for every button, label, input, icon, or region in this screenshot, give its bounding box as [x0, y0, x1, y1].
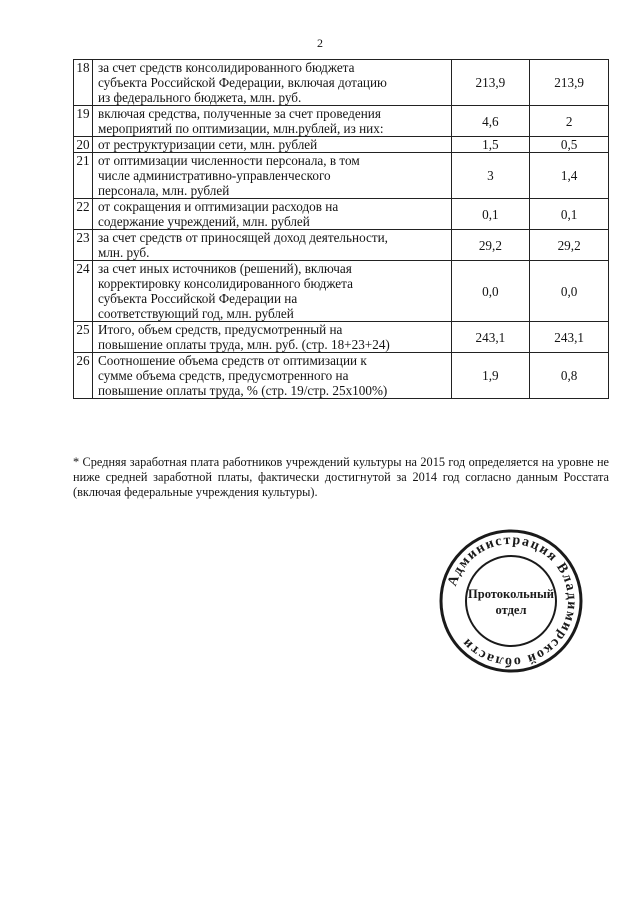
table-row [74, 199, 609, 230]
value-column-1: 29,2 [451, 230, 530, 261]
table-row [74, 322, 609, 353]
description-line: персонала, млн. рублей [97, 183, 230, 198]
table-row [74, 230, 609, 261]
description-line: субъекта Российской Федерации, включая дотацию [97, 75, 387, 90]
description-line: от оптимизации численности персонала, в том [97, 153, 360, 168]
row-number: 26 [74, 353, 93, 399]
description-line: сумме объема средств, предусмотренного на [97, 368, 349, 383]
value-column-2: 0,5 [530, 137, 609, 153]
value-column-2: 29,2 [530, 230, 609, 261]
row-number: 22 [74, 199, 93, 230]
report-table [73, 59, 609, 399]
value-column-1: 0,0 [451, 261, 530, 322]
value-column-1: 1,5 [451, 137, 530, 153]
description-line: от сокращения и оптимизации расходов на [97, 199, 339, 214]
value-column-2: 0,0 [530, 261, 609, 322]
row-number: 23 [74, 230, 93, 261]
description-line: корректировку консолидированного бюджета [97, 276, 353, 291]
description-line: повышение оплаты труда, млн. руб. (стр. 18+23+24) [97, 337, 390, 352]
stamp-ring-text: Администрация Владимирской области [445, 532, 580, 670]
value-column-2: 213,9 [530, 60, 609, 106]
description-line: за счет средств консолидированного бюджета [97, 60, 355, 75]
page-number: 2 [317, 36, 323, 50]
description-line: содержание учреждений, млн. рублей [97, 214, 310, 229]
stamp-outer-ring [441, 531, 581, 671]
table-row [74, 106, 609, 137]
description-line: числе административно-управленческого [97, 168, 331, 183]
row-description [92, 353, 451, 399]
description-line: за счет иных источников (решений), включая [97, 261, 352, 276]
value-column-2: 243,1 [530, 322, 609, 353]
value-column-2: 0,8 [530, 353, 609, 399]
description-line: из федерального бюджета, млн. руб. [97, 90, 302, 105]
row-number: 24 [74, 261, 93, 322]
table-row [74, 353, 609, 399]
row-number: 25 [74, 322, 93, 353]
description-line: соответствующий год, млн. рублей [97, 306, 294, 321]
table-row [74, 60, 609, 106]
value-column-1: 3 [451, 153, 530, 199]
value-column-1: 1,9 [451, 353, 530, 399]
report-table-body [74, 60, 609, 399]
description-line: мероприятий по оптимизации, млн.рублей, из них: [97, 121, 384, 136]
row-number: 18 [74, 60, 93, 106]
row-description [92, 199, 451, 230]
official-stamp [436, 526, 586, 676]
table-row [74, 261, 609, 322]
row-description [92, 322, 451, 353]
stamp-inner-ring [466, 556, 556, 646]
row-description [92, 230, 451, 261]
row-description [92, 60, 451, 106]
description-line: Соотношение объема средств от оптимизации к [97, 353, 367, 368]
description-line: включая средства, полученные за счет проведения [97, 106, 381, 121]
value-column-2: 2 [530, 106, 609, 137]
description-line: за счет средств от приносящей доход деятельности, [97, 230, 388, 245]
stamp-center-line1: Протокольный [468, 587, 554, 601]
footnote: * Средняя заработная плата работников учреждений культуры на 2015 год определяется на уровне не ниже средней заработной платы, фактически достигнутой за 2014 год согласно данным Росстата (включая федеральные учреждения культуры). [73, 455, 609, 499]
value-column-1: 4,6 [451, 106, 530, 137]
value-column-2: 1,4 [530, 153, 609, 199]
value-column-1: 243,1 [451, 322, 530, 353]
value-column-2: 0,1 [530, 199, 609, 230]
description-line: млн. руб. [97, 245, 150, 260]
description-line: повышение оплаты труда, % (стр. 19/стр. 25х100%) [97, 383, 388, 398]
description-line: субъекта Российской Федерации на [97, 291, 298, 306]
row-description [92, 137, 451, 153]
row-number: 21 [74, 153, 93, 199]
value-column-1: 213,9 [451, 60, 530, 106]
row-description [92, 153, 451, 199]
stamp-center-line2: отдел [495, 603, 527, 617]
row-number: 20 [74, 137, 93, 153]
row-description [92, 261, 451, 322]
table-row [74, 153, 609, 199]
description-line: от реструктуризации сети, млн. рублей [97, 137, 318, 152]
value-column-1: 0,1 [451, 199, 530, 230]
row-number: 19 [74, 106, 93, 137]
table-row [74, 137, 609, 153]
description-line: Итого, объем средств, предусмотренный на [97, 322, 343, 337]
row-description [92, 106, 451, 137]
